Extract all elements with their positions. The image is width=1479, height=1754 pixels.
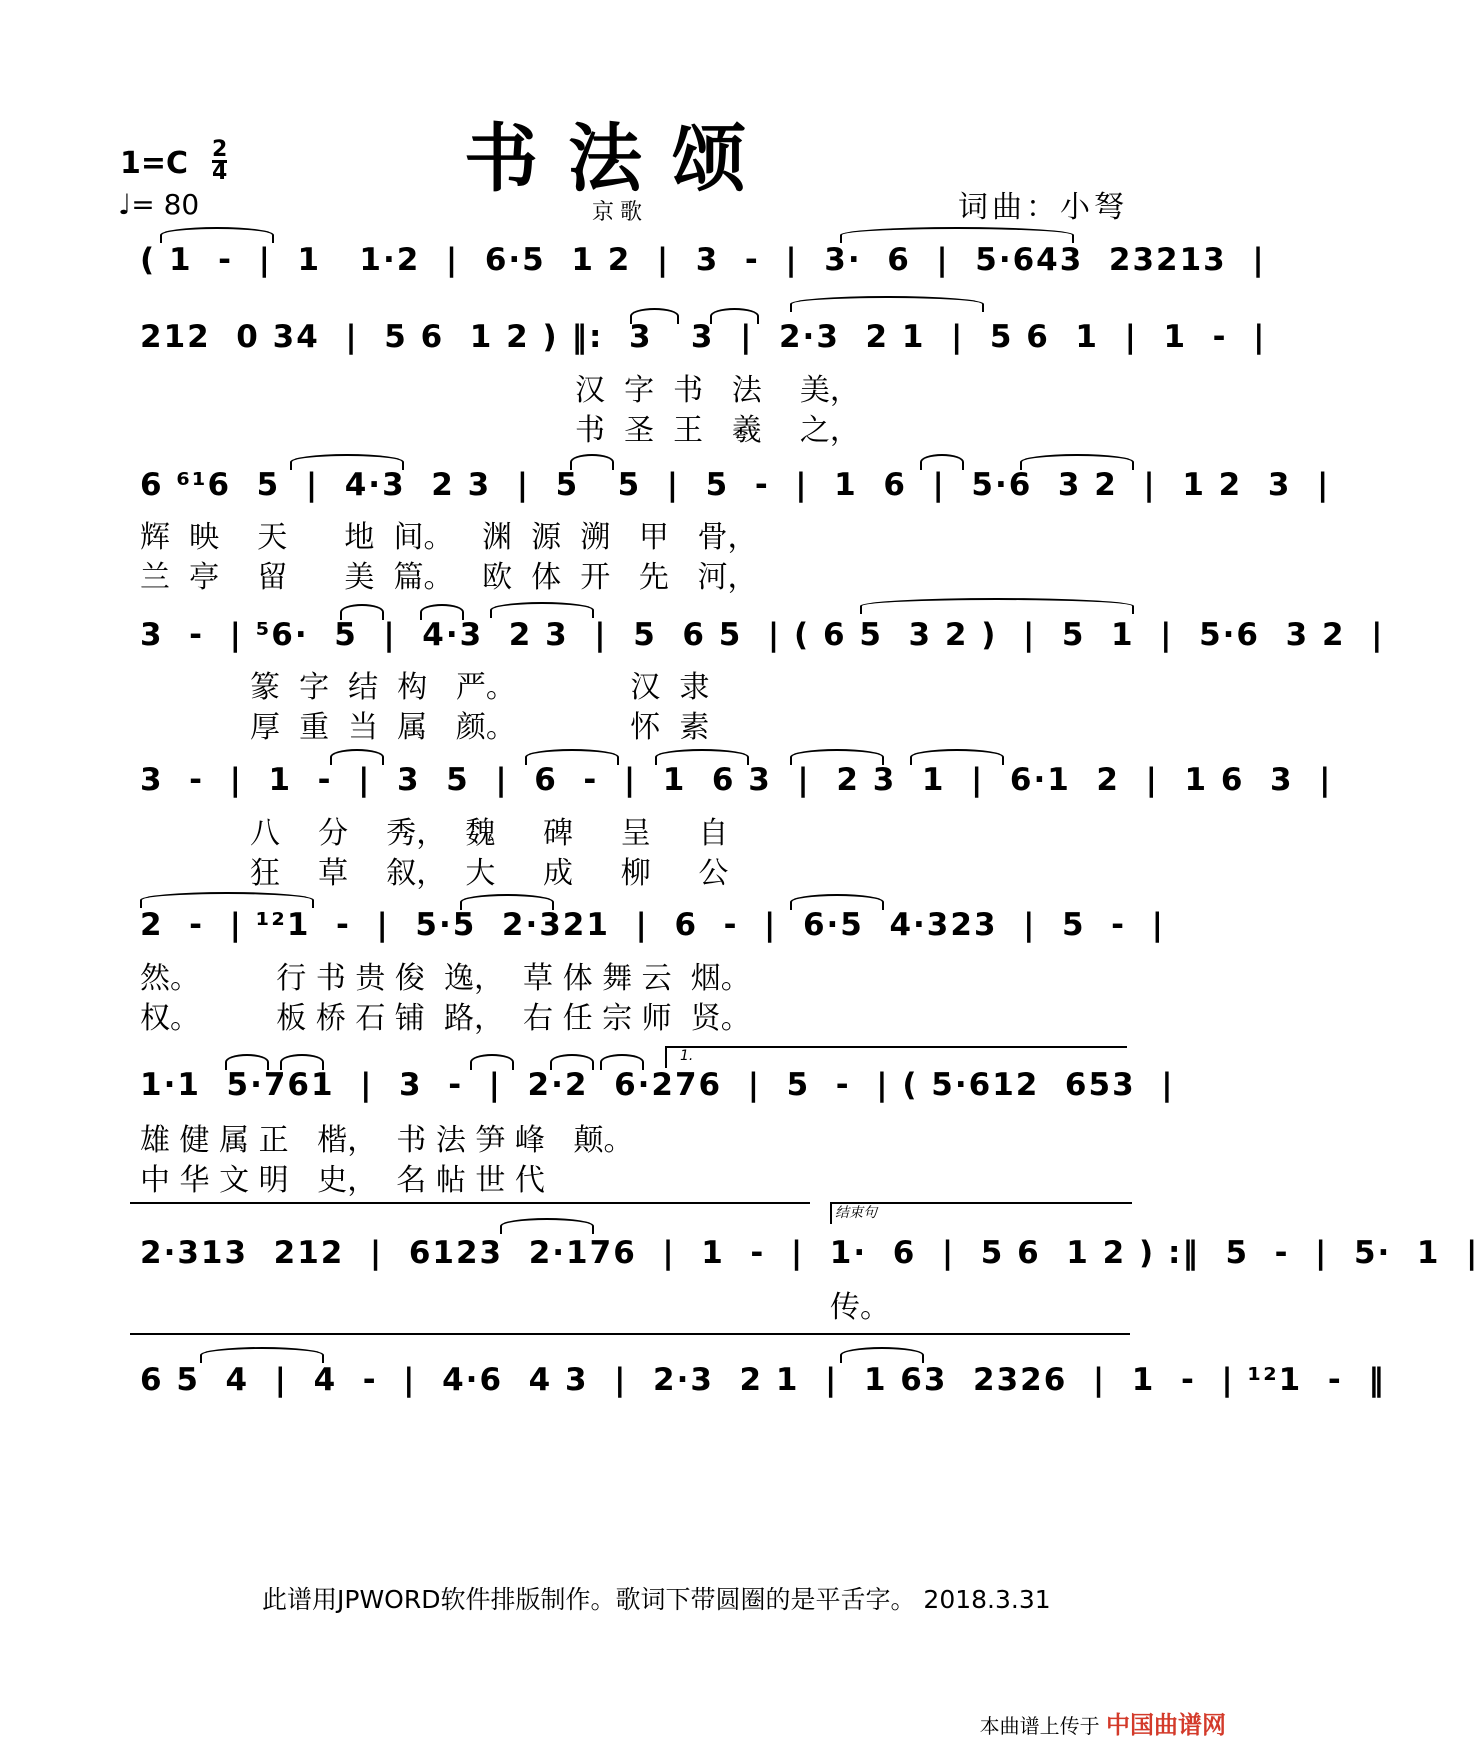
score-row-7	[140, 1048, 1175, 1110]
lyrics-row-6-verse-1: 然。 行 书 贵 俊 逸， 草 体 舞 云 烟。	[140, 961, 751, 996]
notes-row-5: 3 - | 1 - | 3 5 | 6 - | 1 6 3 | 2 3 1 | 6·1 2 | 1 6 3 |	[140, 762, 1333, 798]
genre-label: 京歌	[591, 200, 648, 225]
lyrics-row-6-verse-2: 权。 板 桥 石 铺 路， 右 任 宗 师 贤。	[140, 1001, 751, 1036]
site-logo[interactable]: 中国曲谱网	[1106, 1711, 1226, 1739]
slur	[790, 296, 984, 312]
lyrics-row-4-verse-2: 厚 重 当 属 颜。 怀 素	[250, 710, 710, 745]
score-row-9	[140, 1355, 1386, 1405]
time-signature	[212, 137, 228, 185]
score-row-8	[140, 1205, 1479, 1278]
lyrics-row-2-verse-2: 书 圣 王 羲 之，	[575, 413, 860, 448]
footnote: 此谱用JPWORD软件排版制作。歌词下带圆圈的是平舌字。 2018.3.31	[262, 1585, 1051, 1614]
upload-label: 本曲谱上传于	[979, 1714, 1100, 1738]
notes-row-4: 3 - | ⁵6· 5 | 4·3 2 3 | 5 6 5 | ( 6 5 3 2 ) | 5 1 | 5·6 3 2 |	[140, 617, 1385, 653]
lyrics-row-3-verse-2: 兰 亭 留 美 篇。 欧 体 开 先 河，	[140, 560, 758, 595]
lyrics-row-3-verse-1: 辉 映 天 地 间。 渊 源 溯 甲 骨，	[140, 520, 758, 555]
score-row-2	[140, 312, 1267, 362]
time-signature-bottom: 4	[212, 160, 228, 185]
notes-row-8: 2·313 212 | 6123 2·176 | 1 - | 1· 6 | 5 6 1 2 ) :‖ 5 - | 5· 1 |	[140, 1235, 1479, 1271]
notes-row-6: 2 - | ¹²1 - | 5·5 2·321 | 6 - | 6·5 4·323 | 5 - |	[140, 907, 1165, 943]
upload-credit	[980, 1705, 1226, 1740]
score-row-4	[140, 610, 1385, 660]
score-row-3	[140, 460, 1331, 510]
lyrics-row-5-verse-1: 八 分 秀， 魏 碑 呈 自	[250, 816, 729, 851]
lyrics-row-7-verse-1: 雄 健 属 正 楷， 书 法 笋 峰 颠。	[140, 1123, 634, 1158]
composer-credit: 词曲：小弩	[958, 190, 1128, 225]
lyrics-row-7-verse-2: 中 华 文 明 史， 名 帖 世 代	[140, 1163, 545, 1198]
repeat-bracket	[130, 1202, 810, 1224]
quarter-note-icon: ♩	[118, 188, 132, 221]
tempo-marking	[118, 188, 199, 221]
ending-label: 结束句	[835, 1205, 877, 1221]
score-row-1	[140, 235, 1266, 285]
lyrics-row-2-verse-1: 汉 字 书 法 美，	[575, 373, 860, 408]
score-row-5	[140, 755, 1333, 805]
score-row-6	[140, 900, 1165, 950]
lyrics-row-5-verse-2: 狂 草 叙， 大 成 柳 公	[250, 856, 729, 891]
lyrics-row-8-verse-1: 传。	[830, 1290, 890, 1325]
page-title: 书法颂	[464, 116, 776, 202]
tempo-value: = 80	[131, 188, 200, 221]
key-signature: 1=C	[120, 146, 189, 181]
notes-row-3: 6 ⁶¹6 5 | 4·3 2 3 | 5 5 | 5 - | 1 6 | 5·6 3 2 | 1 2 3 |	[140, 467, 1331, 503]
notes-row-2: 212 0 34 | 5 6 1 2 ) ‖: 3 3 | 2·3 2 1 | 5 6 1 | 1 - |	[140, 319, 1267, 355]
notes-row-9: 6 5 4 | 4 - | 4·6 4 3 | 2·3 2 1 | 1 63 2326 | 1 - | ¹²1 - ‖	[140, 1362, 1386, 1398]
lyrics-row-4-verse-1: 篆 字 结 构 严。 汉 隶	[250, 670, 710, 705]
notes-row-7: 1·1 5·761 | 3 - | 2·2 6·276 | 5 - | ( 5·612 653 |	[140, 1067, 1175, 1103]
first-ending-label: 1.	[680, 1048, 694, 1064]
notes-row-1: ( 1 - | 1 1·2 | 6·5 1 2 | 3 - | 3· 6 | 5·643 23213 |	[140, 242, 1266, 278]
time-signature-top: 2	[212, 137, 228, 162]
